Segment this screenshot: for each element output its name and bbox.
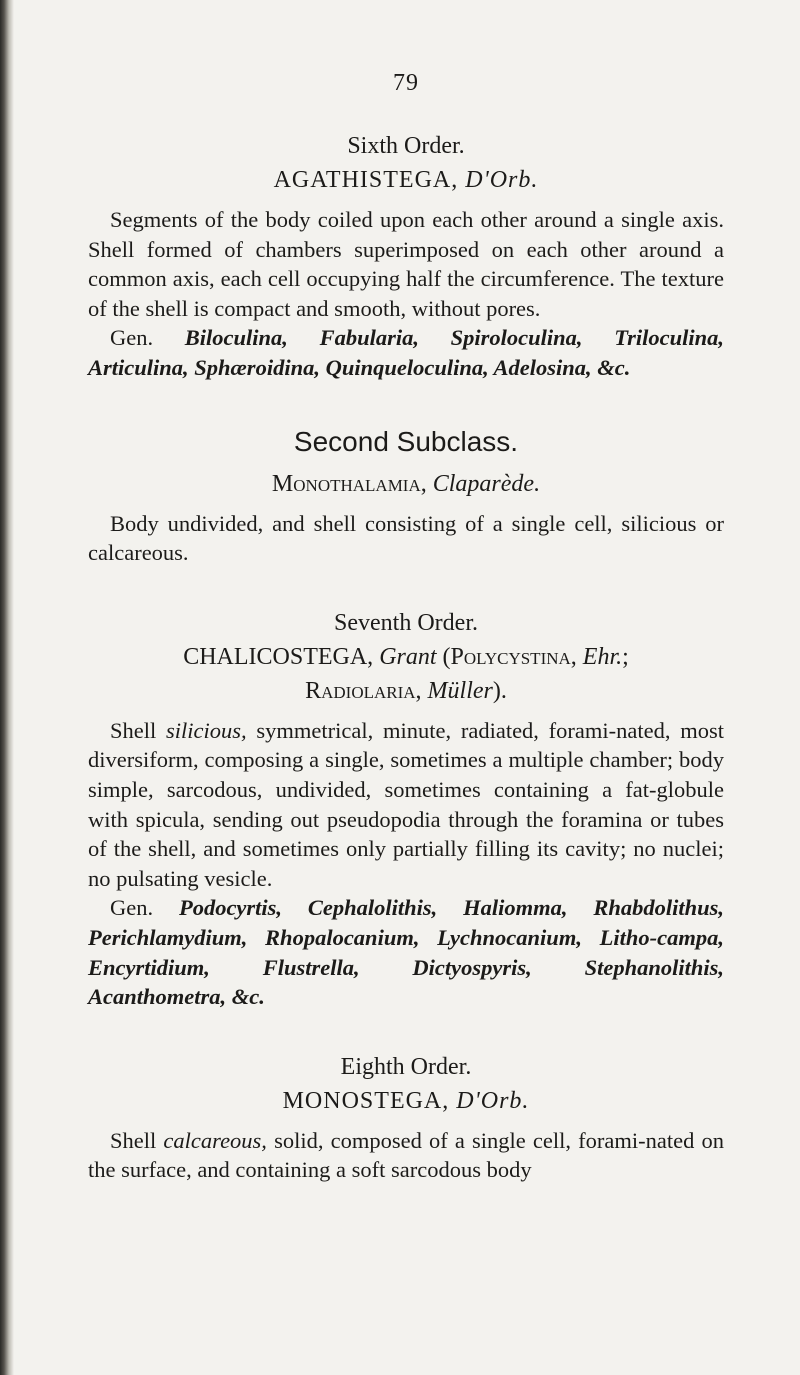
seventh-order-title: Seventh Order.	[334, 609, 478, 636]
second-subclass-name: Monothalamia,	[271, 470, 427, 497]
book-page	[88, 70, 724, 1185]
eighth-order-title: Eighth Order.	[340, 1053, 472, 1080]
eighth-order-desc-keyword: calcareous,	[163, 1127, 267, 1153]
seventh-order-genera	[88, 893, 724, 1011]
syn-sep: ;	[622, 643, 629, 670]
synonym-radiolaria-authority: Müller	[427, 677, 493, 704]
eighth-order-section	[88, 1050, 724, 1185]
page-number: 79	[393, 70, 419, 96]
seventh-order-authority: Grant	[379, 643, 437, 670]
sixth-order-genera	[88, 323, 724, 382]
sixth-order-heading	[88, 163, 724, 197]
seventh-order-genera-label: Gen.	[110, 895, 154, 921]
eighth-order-name: MONOSTEGA,	[282, 1087, 450, 1114]
sixth-order-genera-label: Gen.	[110, 325, 154, 351]
sixth-order-authority: D'Orb.	[465, 167, 539, 193]
seventh-order-desc-keyword: silicious,	[166, 717, 247, 743]
seventh-order-section	[88, 606, 724, 1012]
book-spine-shadow	[0, 0, 14, 1375]
second-subclass-section	[88, 425, 724, 568]
second-subclass-authority: Claparède.	[432, 470, 541, 497]
syn-close: ).	[492, 677, 507, 704]
sixth-order-name: AGATHISTEGA,	[273, 167, 459, 193]
seventh-order-description	[88, 716, 724, 894]
second-subclass-heading	[88, 467, 724, 501]
synonym-polycystina-authority: Ehr.	[582, 643, 623, 670]
second-subclass-description: Body undivided, and shell consisting of a single cell, silicious or calcareous.	[88, 510, 724, 566]
eighth-order-desc-lead: Shell	[110, 1127, 157, 1153]
seventh-order-name: CHALICOSTEGA,	[183, 643, 374, 670]
eighth-order-description	[88, 1126, 724, 1185]
seventh-order-desc-lead: Shell	[110, 717, 157, 743]
seventh-order-genera-list: Podocyrtis, Cephalolithis, Haliomma, Rhabdolithus, Perichlamydium, Rhopalocanium, Lychnocanium, Litho-campa, Encyrtidium, Flustrella, Dictyospyris, Stephanolithis, Acanthometra, &c.	[88, 895, 725, 1010]
seventh-order-desc-text: symmetrical, minute, radiated, forami-nated, most diversiform, composing a single, sometimes a multiple chamber; body simple, sarcodous, undivided, sometimes containing a fat-globule with spicula, sending out pseudopodia through the foramina or tubes of the shell, and sometimes only partially filling its cavity; no nuclei; no pulsating vesicle.	[88, 717, 724, 891]
sixth-order-title: Sixth Order.	[347, 133, 465, 159]
second-subclass-title: Second Subclass.	[293, 425, 519, 457]
sixth-order-section	[88, 129, 724, 383]
synonym-polycystina: Polycystina,	[450, 643, 577, 670]
eighth-order-heading	[88, 1084, 724, 1118]
sixth-order-description: Segments of the body coiled upon each other around a single axis. Shell formed of chambers superimposed on each other around a common axis, each cell occupying half the circumference. The texture of the shell is compact and smooth, without pores.	[88, 207, 724, 321]
synonym-radiolaria: Radiolaria,	[305, 677, 422, 704]
syn-open: (	[442, 643, 451, 670]
sixth-order-genera-list: Biloculina, Fabularia, Spiroloculina, Triloculina, Articulina, Sphæroidina, Quinqueloculina, Adelosina, &c.	[88, 325, 725, 380]
seventh-order-heading	[88, 640, 724, 708]
eighth-order-authority: D'Orb.	[456, 1087, 530, 1114]
eighth-order-desc-text: solid, composed of a single cell, forami-nated on the surface, and containing a soft sarcodous body	[88, 1127, 725, 1183]
